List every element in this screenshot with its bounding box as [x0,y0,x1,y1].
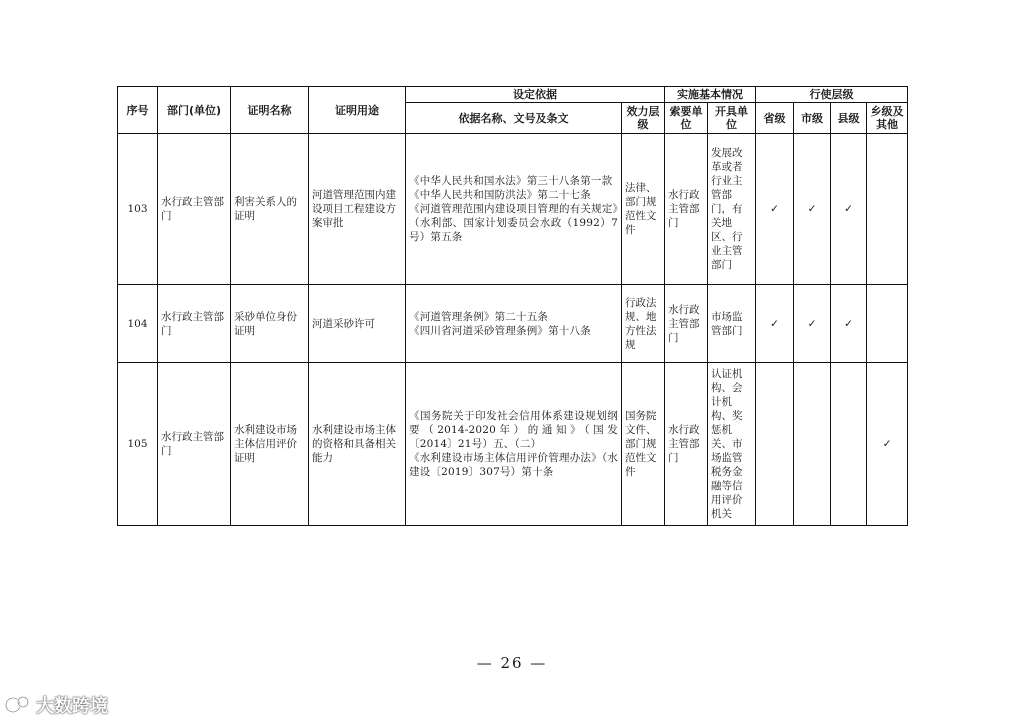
cell-basis: 《河道管理条例》第二十五条 《四川省河道采砂管理条例》第十八条 [406,285,622,363]
cell-cert-use: 水利建设市场主体的资格和具备相关能力 [309,363,406,526]
cell-cert-name: 水利建设市场主体信用评价证明 [231,363,309,526]
header-county: 县级 [831,103,867,134]
cell-basis: 《中华人民共和国水法》第三十八条第一款 《中华人民共和国防洪法》第二十七条 《河道管理范围内建设项目管理的有关规定》（水利部、国家计划委员会水政（1992）7号）第五条 [406,134,622,285]
cell-seq: 104 [118,285,158,363]
header-dept: 部门(单位) [158,87,231,134]
cell-county [831,363,867,526]
certificate-table [117,86,908,526]
cell-seq: 105 [118,363,158,526]
cell-issue-unit: 发展改革或者行业主管部门，有关地区、行业主管部门 [708,134,756,285]
cell-request-unit: 水行政主管部门 [665,285,708,363]
check-icon: ✓ [867,363,908,526]
check-icon: ✓ [794,285,831,363]
check-icon: ✓ [756,134,794,285]
cell-effect-level: 行政法规、地方性法规 [622,285,665,363]
cell-town [867,134,908,285]
table-row [118,363,908,526]
cell-cert-name: 采砂单位身份证明 [231,285,309,363]
header-province: 省级 [756,103,794,134]
check-icon: ✓ [831,134,867,285]
watermark-logo-icon [4,694,30,716]
header-cert-name: 证明名称 [231,87,309,134]
header-implement: 实施基本情况 [665,87,756,103]
cell-city [794,363,831,526]
cell-cert-use: 河道管理范围内建设项目工程建设方案审批 [309,134,406,285]
cell-cert-name: 利害关系人的证明 [231,134,309,285]
table-row [118,285,908,363]
cell-dept: 水行政主管部门 [158,363,231,526]
cell-town [867,285,908,363]
header-cert-use: 证明用途 [309,87,406,134]
check-icon: ✓ [756,285,794,363]
check-icon: ✓ [794,134,831,285]
watermark [4,692,108,718]
cell-dept: 水行政主管部门 [158,134,231,285]
header-exercise-level: 行使层级 [756,87,908,103]
header-seq: 序号 [118,87,158,134]
header-city: 市级 [794,103,831,134]
cell-issue-unit: 市场监管部门 [708,285,756,363]
cell-seq: 103 [118,134,158,285]
header-town: 乡级及其他 [867,103,908,134]
header-issue-unit: 开具单位 [708,103,756,134]
cell-request-unit: 水行政主管部门 [665,134,708,285]
header-request-unit: 索要单位 [665,103,708,134]
header-effect-level: 效力层级 [622,103,665,134]
header-basis: 设定依据 [406,87,665,103]
watermark-text: 大数跨境 [36,696,108,717]
cell-effect-level: 法律、部门规范性文件 [622,134,665,285]
cell-dept: 水行政主管部门 [158,285,231,363]
cell-request-unit: 水行政主管部门 [665,363,708,526]
table-row [118,134,908,285]
check-icon: ✓ [831,285,867,363]
cell-cert-use: 河道采砂许可 [309,285,406,363]
header-basis-name: 依据名称、文号及条文 [406,103,622,134]
page-number: — 26 — [476,654,548,672]
cell-province [756,363,794,526]
table-header [118,87,908,134]
cell-basis: 《国务院关于印发社会信用体系建设规划纲要（2014-2020年）的通知》（国发〔2014〕21号）五、（二） 《水利建设市场主体信用评价管理办法》（水建设〔2019〕307号）第十条 [406,363,622,526]
cell-effect-level: 国务院文件、部门规范性文件 [622,363,665,526]
cell-issue-unit: 认证机构、会计机构、奖惩机关、市场监管税务金融等信用评价机关 [708,363,756,526]
